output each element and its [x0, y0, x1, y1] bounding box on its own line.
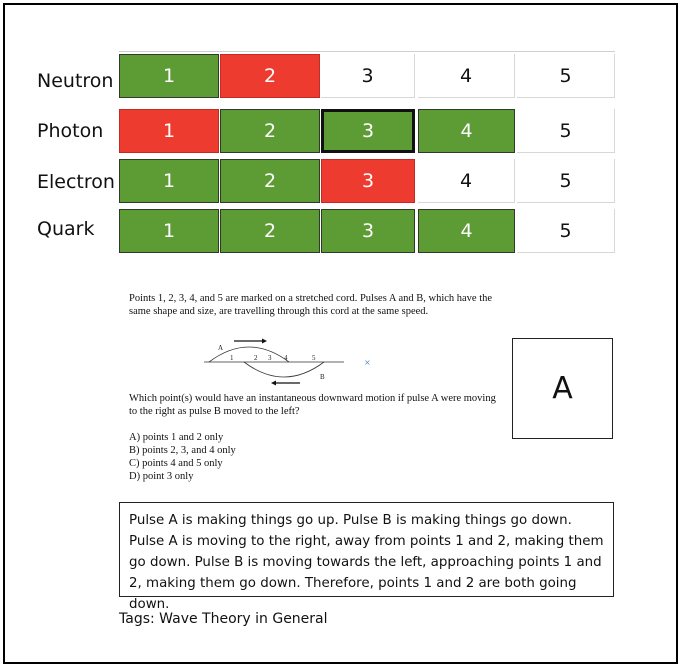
grid-cell-electron-3[interactable]: 3: [321, 159, 415, 203]
cursor-marker: ×: [364, 358, 371, 367]
explanation-box: Pulse A is making things go up. Pulse B is making things go down. Pulse A is moving to the right, away from points 1 and 2, making them go down. Pulse B is moving towards the left, approaching points 1 and 2, making them go down. Therefore, points 1 and 2 are both going down.: [119, 502, 614, 597]
point-label: 4: [284, 354, 288, 362]
point-label: 5: [312, 354, 316, 362]
row-label-neutron: Neutron: [37, 70, 114, 92]
pulse-diagram: [204, 336, 384, 386]
point-label: 1: [230, 354, 234, 362]
grid-cell-electron-5[interactable]: 5: [517, 159, 615, 203]
grid-cell-neutron-4[interactable]: 4: [418, 54, 515, 98]
grid-cell-neutron-5[interactable]: 5: [517, 54, 615, 98]
grid-cell-electron-4[interactable]: 4: [418, 159, 515, 203]
grid-cell-quark-2[interactable]: 2: [220, 209, 320, 253]
question-prompt: Which point(s) would have an instantaneous downward motion if pulse A were moving to the right as pulse B moved to the left?: [129, 393, 496, 417]
grid-cell-quark-4[interactable]: 4: [418, 209, 515, 253]
answer-box: A: [512, 338, 613, 439]
grid-cell-quark-3[interactable]: 3: [321, 209, 415, 253]
row-label-electron: Electron: [37, 171, 115, 193]
row-label-photon: Photon: [37, 120, 104, 142]
row-label-quark: Quark: [37, 218, 95, 240]
grid-cell-electron-2[interactable]: 2: [220, 159, 320, 203]
grid-cell-photon-4[interactable]: 4: [418, 109, 515, 153]
grid-cell-neutron-3[interactable]: 3: [321, 54, 415, 98]
point-label: 3: [268, 354, 272, 362]
grid-cell-quark-5[interactable]: 5: [517, 209, 615, 253]
question-stem: Points 1, 2, 3, 4, and 5 are marked on a stretched cord. Pulses A and B, which have the same shape and size, are travelling through this cord at the same speed.: [129, 293, 493, 317]
pulse-b-curve: [244, 362, 324, 377]
point-label: 2: [254, 354, 258, 362]
grid-cell-electron-1[interactable]: 1: [119, 159, 219, 203]
grid-cell-neutron-1[interactable]: 1: [119, 54, 219, 98]
pulse-a-label: A: [218, 344, 224, 352]
grid-cell-quark-1[interactable]: 1: [119, 209, 219, 253]
tags-label: Tags: Wave Theory in General: [119, 611, 328, 627]
answer-choices: [129, 431, 499, 483]
choice-b[interactable]: B) points 2, 3, and 4 only: [129, 445, 236, 456]
grid-cell-photon-3[interactable]: 3: [321, 109, 415, 153]
grid-cell-photon-2[interactable]: 2: [220, 109, 320, 153]
grid-cell-photon-5[interactable]: 5: [517, 109, 615, 153]
pulse-b-arrowhead: [271, 381, 276, 386]
answer-grid: [119, 51, 615, 260]
question-panel: [129, 292, 499, 482]
pulse-a-arrowhead: [262, 339, 267, 344]
pulse-b-label: B: [320, 373, 325, 381]
choice-d[interactable]: D) point 3 only: [129, 471, 194, 482]
grid-cell-neutron-2[interactable]: 2: [220, 54, 320, 98]
choice-c[interactable]: C) points 4 and 5 only: [129, 458, 223, 469]
grid-cell-photon-1[interactable]: 1: [119, 109, 219, 153]
choice-a[interactable]: A) points 1 and 2 only: [129, 432, 224, 443]
